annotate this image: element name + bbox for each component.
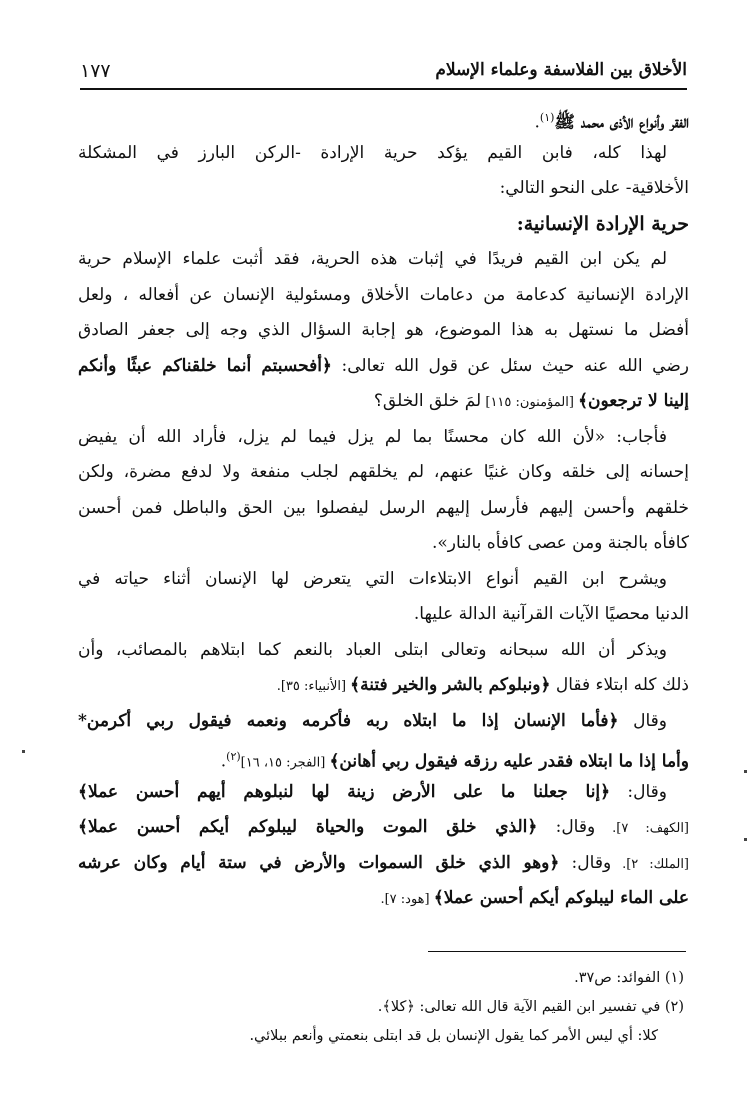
footnotes <box>80 964 684 1051</box>
text-span: الدنيا محصيًا الآيات القرآنية الدالة عليها. <box>413 604 689 624</box>
quran-verse: ﴿أفحسبتم أنما خلقناكم عبثًا وأنكم <box>78 355 332 376</box>
text-span: إحسانه إلى خلقه وكان غنيًا عنهم، لم يخلقهم لجلب منفعة ولا لدفع مضرة، ولكن <box>78 462 689 482</box>
quran-verse: ﴿ونبلوكم بالشر والخير فتنة﴾ <box>350 675 551 695</box>
text-span: ذلك كله ابتلاء فقال <box>550 675 689 695</box>
text-line-12 <box>78 491 689 527</box>
text-line-9 <box>78 384 689 420</box>
text-line-10 <box>78 420 689 456</box>
verse-reference: [الأنبياء: ٣٥]. <box>276 679 351 694</box>
section-heading <box>78 207 689 243</box>
text-span: رضي الله عنه حيث سئل عن قول الله تعالى: <box>331 355 689 376</box>
footnote-ref-2: (٢) <box>226 750 241 763</box>
text-line-13 <box>78 526 689 562</box>
text-line-11 <box>78 455 689 491</box>
footnote-1: (١) الفوائد: ص٣٧. <box>574 970 684 986</box>
quran-verse: ﴿فأما الإنسان إذا ما ابتلاه ربه فأكرمه ونعمه فيقول ربي أكرمن* <box>78 710 619 731</box>
scan-speck <box>744 838 747 841</box>
quran-verse: إلينا لا ترجعون﴾ <box>578 391 689 411</box>
text-line-6 <box>78 278 689 314</box>
scan-speck <box>22 750 25 753</box>
text-span: الأخلاقية- على النحو التالي: <box>499 178 689 198</box>
running-title: الأخلاق بين الفلاسفة وعلماء الإسلام <box>435 60 687 80</box>
text-line-17 <box>78 668 689 704</box>
verse-reference: [الفجر: ١٥، ١٦] <box>240 755 330 771</box>
text-line-7 <box>78 313 689 349</box>
text-span: لهذا كله، فابن القيم يؤكد حرية الإرادة -الركن البارز في المشكلة <box>78 142 667 163</box>
scan-speck <box>744 770 747 773</box>
quran-verse: على الماء ليبلوكم أيكم أحسن عملا﴾ <box>433 888 689 908</box>
text-span: وقال <box>618 710 667 731</box>
text-line-15 <box>78 597 689 633</box>
footnote-separator <box>428 951 686 952</box>
text-span: وقال: <box>559 852 612 873</box>
quran-verse: ﴿إنا جعلنا ما على الأرض زينة لها لنبلوهم أيهم أحسن عملا﴾ <box>78 781 611 802</box>
heading-text: حرية الإرادة الإنسانية: <box>516 212 689 235</box>
text-span: الفقر وأنواع الأذى محمد ﷺ <box>554 112 689 133</box>
text-span: . <box>220 751 227 772</box>
text-line-21 <box>78 810 689 846</box>
verse-reference: [الملك: ٢]. <box>611 856 689 872</box>
text-line-1 <box>78 100 689 136</box>
text-line-8 <box>78 349 689 385</box>
text-span: وقال: <box>537 817 596 837</box>
text-line-14 <box>78 562 689 598</box>
quran-verse: ﴿الذي خلق الموت والحياة ليبلوكم أيكم أحسن عملا﴾ <box>78 817 538 837</box>
text-line-3 <box>78 171 689 207</box>
text-line-18 <box>78 704 689 740</box>
text-span: ويذكر أن الله سبحانه وتعالى ابتلى العباد بالنعم كما ابتلاهم بالمصائب، وأن <box>78 639 667 660</box>
text-line-2 <box>78 136 689 172</box>
text-span: لمَ خلق الخلق؟ <box>373 391 482 411</box>
verse-reference: [المؤمنون: ١١٥] <box>481 395 579 410</box>
text-span: خلقهم وأحسن إليهم فأرسل إليهم الرسل ليفصلوا بين الحق والباطل فمن أحسن <box>78 497 689 518</box>
verse-reference: [هود: ٧]. <box>380 892 434 907</box>
text-span: لم يكن ابن القيم فريدًا في إثبات هذه الحرية، فقد أثبت علماء الإسلام حرية <box>78 249 667 269</box>
quran-verse: ﴿وهو الذي خلق السموات والأرض في ستة أيام وكان عرشه <box>78 852 560 873</box>
text-span: فأجاب: «لأن الله كان محسنًا بما لم يزل فيما لم يزل، فأراد الله أن يفيض <box>78 426 667 447</box>
text-line-22 <box>78 846 689 882</box>
text-line-16 <box>78 633 689 669</box>
text-span: كافأه بالجنة ومن عصى كافأه بالنار». <box>431 533 689 553</box>
footnote-ref-1: (١) <box>539 111 555 124</box>
verse-reference: [الكهف: ٧]. <box>595 821 689 836</box>
text-line-19 <box>78 739 689 775</box>
running-header <box>80 58 687 90</box>
text-span: . <box>534 112 540 133</box>
footnote-2: (٢) في تفسير ابن القيم الآية قال الله تعالى: ﴿كلا﴾. <box>377 999 684 1015</box>
text-line-23 <box>78 881 689 917</box>
text-span: ويشرح ابن القيم أنواع الابتلاءات التي يتعرض لها الإنسان أثناء حياته في <box>78 568 667 589</box>
main-text <box>78 100 689 917</box>
text-span: أفضل ما نستهل به هذا الموضوع، هو إجابة السؤال الذي وجه إلى جعفر الصادق <box>78 320 689 340</box>
text-line-20 <box>78 775 689 811</box>
text-line-5 <box>78 242 689 278</box>
quran-verse: وأما إذا ما ابتلاه فقدر عليه رزقه فيقول ربي أهانن﴾ <box>329 751 689 772</box>
text-span: وقال: <box>610 781 667 802</box>
footnote-2-continuation: كلا: أي ليس الأمر كما يقول الإنسان بل قد ابتلى بنعمتي وأنعم ببلائي. <box>249 1028 658 1044</box>
text-span: الإرادة الإنسانية كدعامة من دعامات الأخلاق ومسئولية الإنسان عن أفعاله ، ولعل <box>78 284 689 305</box>
page-number: ١٧٧ <box>80 60 111 82</box>
